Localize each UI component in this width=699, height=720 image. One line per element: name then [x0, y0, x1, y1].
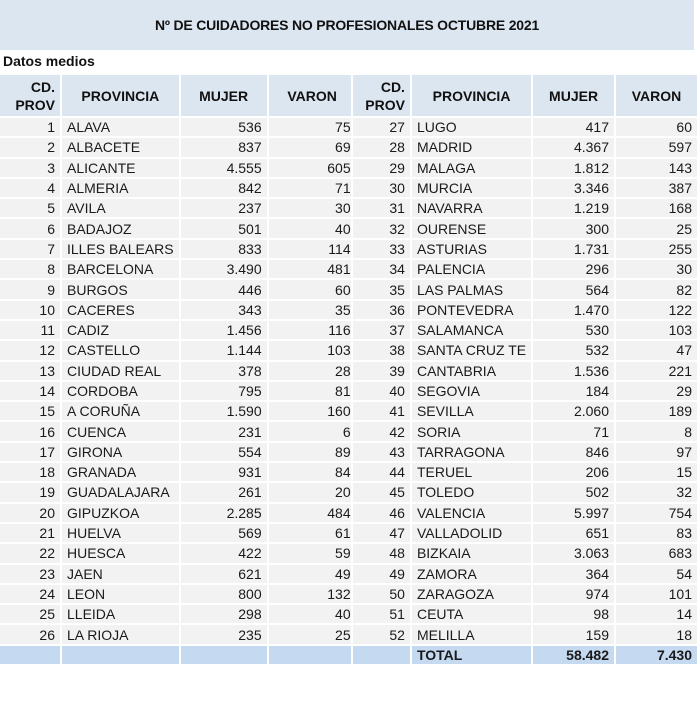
- cell-empty: [268, 645, 357, 665]
- table-row: [0, 117, 357, 137]
- header-cd-prov: CD. PROV: [0, 74, 61, 117]
- cell-cd: 35: [352, 279, 411, 299]
- cell-cd: 29: [352, 158, 411, 178]
- cell-cd: 33: [352, 239, 411, 259]
- cell-cd: 38: [352, 340, 411, 360]
- cell-provincia: CADIZ: [61, 320, 180, 340]
- cell-varon: 103: [615, 320, 698, 340]
- cell-provincia: NAVARRA: [411, 198, 532, 218]
- table-row: [352, 482, 698, 502]
- table-row: [0, 564, 357, 584]
- cell-varon: 221: [615, 361, 698, 381]
- table-row: [0, 462, 357, 482]
- header-provincia: PROVINCIA: [61, 74, 180, 117]
- cell-cd: 46: [352, 503, 411, 523]
- table-row: [0, 178, 357, 198]
- cell-varon: 84: [268, 462, 357, 482]
- cell-mujer: 184: [532, 381, 615, 401]
- cell-cd: 19: [0, 482, 61, 502]
- cell-cd: 20: [0, 503, 61, 523]
- table-row: [352, 158, 698, 178]
- cell-mujer: 530: [532, 320, 615, 340]
- cell-provincia: BIZKAIA: [411, 543, 532, 563]
- cell-provincia: BADAJOZ: [61, 218, 180, 238]
- cell-varon: 6: [268, 421, 357, 441]
- cell-varon: 40: [268, 604, 357, 624]
- cell-mujer: 1.590: [180, 401, 268, 421]
- cell-varon: 60: [615, 117, 698, 137]
- cell-mujer: 795: [180, 381, 268, 401]
- cell-cd: 12: [0, 340, 61, 360]
- header-cd-prov: CD. PROV: [352, 74, 411, 117]
- cell-varon: 160: [268, 401, 357, 421]
- cell-cd: 9: [0, 279, 61, 299]
- cell-varon: 25: [615, 218, 698, 238]
- cell-provincia: CIUDAD REAL: [61, 361, 180, 381]
- cell-provincia: OURENSE: [411, 218, 532, 238]
- cell-mujer: 842: [180, 178, 268, 198]
- cell-cd: 11: [0, 320, 61, 340]
- cell-cd: 44: [352, 462, 411, 482]
- cell-provincia: SALAMANCA: [411, 320, 532, 340]
- cell-provincia: ILLES BALEARS: [61, 239, 180, 259]
- cell-provincia: BURGOS: [61, 279, 180, 299]
- table-left: [0, 73, 358, 666]
- cell-varon: 683: [615, 543, 698, 563]
- table-row: [352, 421, 698, 441]
- cell-empty: [61, 645, 180, 665]
- cell-mujer: 261: [180, 482, 268, 502]
- cell-mujer: 3.063: [532, 543, 615, 563]
- cell-provincia: AVILA: [61, 198, 180, 218]
- table-row: [0, 239, 357, 259]
- cell-mujer: 422: [180, 543, 268, 563]
- cell-cd: 27: [352, 117, 411, 137]
- cell-cd: 22: [0, 543, 61, 563]
- cell-provincia: HUELVA: [61, 523, 180, 543]
- cell-provincia: SEVILLA: [411, 401, 532, 421]
- cell-mujer: 2.285: [180, 503, 268, 523]
- cell-provincia: SORIA: [411, 421, 532, 441]
- cell-cd: 2: [0, 137, 61, 157]
- cell-provincia: LLEIDA: [61, 604, 180, 624]
- cell-mujer: 651: [532, 523, 615, 543]
- cell-varon: 484: [268, 503, 357, 523]
- cell-cd: 34: [352, 259, 411, 279]
- cell-varon: 89: [268, 442, 357, 462]
- cell-provincia: ZARAGOZA: [411, 584, 532, 604]
- total-row: [0, 645, 357, 665]
- table-row: [0, 503, 357, 523]
- cell-provincia: HUESCA: [61, 543, 180, 563]
- cell-varon: 97: [615, 442, 698, 462]
- cell-varon: 30: [615, 259, 698, 279]
- cell-cd: 6: [0, 218, 61, 238]
- table-row: [352, 198, 698, 218]
- cell-mujer: 1.219: [532, 198, 615, 218]
- cell-mujer: 343: [180, 300, 268, 320]
- table-row: [352, 462, 698, 482]
- cell-cd: 42: [352, 421, 411, 441]
- table-right-body: [352, 117, 698, 665]
- cell-cd: 45: [352, 482, 411, 502]
- table-row: [0, 340, 357, 360]
- cell-mujer: 231: [180, 421, 268, 441]
- cell-varon: 28: [268, 361, 357, 381]
- cell-varon: 114: [268, 239, 357, 259]
- cell-mujer: 300: [532, 218, 615, 238]
- cell-varon: 20: [268, 482, 357, 502]
- cell-varon: 14: [615, 604, 698, 624]
- cell-provincia: GUADALAJARA: [61, 482, 180, 502]
- cell-varon: 189: [615, 401, 698, 421]
- table-row: [352, 564, 698, 584]
- cell-cd: 23: [0, 564, 61, 584]
- cell-cd: [352, 645, 411, 665]
- table-row: [0, 381, 357, 401]
- cell-mujer: 3.490: [180, 259, 268, 279]
- table-row: [352, 279, 698, 299]
- cell-mujer: 235: [180, 624, 268, 644]
- cell-cd: 28: [352, 137, 411, 157]
- cell-provincia: ALMERIA: [61, 178, 180, 198]
- cell-provincia: BARCELONA: [61, 259, 180, 279]
- cell-mujer: 1.536: [532, 361, 615, 381]
- report-title: Nº DE CUIDADORES NO PROFESIONALES OCTUBRE 2021: [0, 0, 694, 50]
- cell-mujer: 71: [532, 421, 615, 441]
- cell-varon: 168: [615, 198, 698, 218]
- cell-cd: 15: [0, 401, 61, 421]
- cell-cd: 50: [352, 584, 411, 604]
- table-row: [0, 421, 357, 441]
- cell-cd: 48: [352, 543, 411, 563]
- cell-mujer: 833: [180, 239, 268, 259]
- header-row: [0, 74, 357, 117]
- table-row: [352, 503, 698, 523]
- table-row: [0, 259, 357, 279]
- header-mujer: MUJER: [532, 74, 615, 117]
- cell-mujer: 1.470: [532, 300, 615, 320]
- cell-mujer: 1.144: [180, 340, 268, 360]
- cell-varon: 481: [268, 259, 357, 279]
- table-left-body: [0, 117, 357, 665]
- table-row: [352, 178, 698, 198]
- cell-empty: [180, 645, 268, 665]
- cell-provincia: MADRID: [411, 137, 532, 157]
- cell-varon: 35: [268, 300, 357, 320]
- table-row: [0, 624, 357, 644]
- header-varon: VARON: [615, 74, 698, 117]
- cell-mujer: 417: [532, 117, 615, 137]
- header-provincia: PROVINCIA: [411, 74, 532, 117]
- table-row: [352, 320, 698, 340]
- cell-cd: 51: [352, 604, 411, 624]
- table-row: [352, 543, 698, 563]
- cell-mujer: 1.456: [180, 320, 268, 340]
- cell-varon: 25: [268, 624, 357, 644]
- table-row: [352, 239, 698, 259]
- table-row: [0, 218, 357, 238]
- cell-cd: 8: [0, 259, 61, 279]
- cell-varon: 75: [268, 117, 357, 137]
- cell-provincia: VALLADOLID: [411, 523, 532, 543]
- cell-provincia: GIRONA: [61, 442, 180, 462]
- table-row: [352, 604, 698, 624]
- cell-cd: 32: [352, 218, 411, 238]
- cell-varon: 69: [268, 137, 357, 157]
- cell-provincia: ALAVA: [61, 117, 180, 137]
- cell-cd: 39: [352, 361, 411, 381]
- cell-mujer: 159: [532, 624, 615, 644]
- cell-mujer: 569: [180, 523, 268, 543]
- total-mujer: 58.482: [532, 645, 615, 665]
- cell-varon: 18: [615, 624, 698, 644]
- table-row: [352, 624, 698, 644]
- cell-provincia: A CORUÑA: [61, 401, 180, 421]
- cell-provincia: SANTA CRUZ TE: [411, 340, 532, 360]
- table-row: [0, 361, 357, 381]
- cell-provincia: TOLEDO: [411, 482, 532, 502]
- cell-mujer: 564: [532, 279, 615, 299]
- cell-varon: 61: [268, 523, 357, 543]
- cell-varon: 71: [268, 178, 357, 198]
- cell-provincia: LAS PALMAS: [411, 279, 532, 299]
- table-row: [352, 137, 698, 157]
- cell-cd: 31: [352, 198, 411, 218]
- cell-varon: 116: [268, 320, 357, 340]
- cell-mujer: 298: [180, 604, 268, 624]
- table-right: [351, 73, 699, 666]
- cell-varon: 54: [615, 564, 698, 584]
- cell-mujer: 501: [180, 218, 268, 238]
- cell-mujer: 237: [180, 198, 268, 218]
- cell-cd: 4: [0, 178, 61, 198]
- header-row: [352, 74, 698, 117]
- cell-varon: 40: [268, 218, 357, 238]
- table-row: [352, 381, 698, 401]
- table-row: [0, 523, 357, 543]
- cell-cd: 25: [0, 604, 61, 624]
- cell-provincia: CACERES: [61, 300, 180, 320]
- cell-provincia: CANTABRIA: [411, 361, 532, 381]
- cell-varon: 83: [615, 523, 698, 543]
- cell-empty: [0, 645, 61, 665]
- cell-mujer: 931: [180, 462, 268, 482]
- cell-varon: 143: [615, 158, 698, 178]
- table-row: [352, 117, 698, 137]
- total-row: [352, 645, 698, 665]
- cell-varon: 605: [268, 158, 357, 178]
- table-row: [352, 300, 698, 320]
- cell-provincia: MELILLA: [411, 624, 532, 644]
- cell-varon: 8: [615, 421, 698, 441]
- cell-cd: 3: [0, 158, 61, 178]
- cell-mujer: 206: [532, 462, 615, 482]
- cell-cd: 40: [352, 381, 411, 401]
- cell-varon: 101: [615, 584, 698, 604]
- cell-varon: 60: [268, 279, 357, 299]
- cell-mujer: 974: [532, 584, 615, 604]
- cell-cd: 43: [352, 442, 411, 462]
- cell-provincia: ALBACETE: [61, 137, 180, 157]
- cell-cd: 10: [0, 300, 61, 320]
- cell-varon: 132: [268, 584, 357, 604]
- cell-mujer: 837: [180, 137, 268, 157]
- table-row: [0, 604, 357, 624]
- cell-cd: 24: [0, 584, 61, 604]
- cell-varon: 47: [615, 340, 698, 360]
- total-label: TOTAL: [411, 645, 532, 665]
- cell-cd: 14: [0, 381, 61, 401]
- table-row: [0, 320, 357, 340]
- cell-mujer: 2.060: [532, 401, 615, 421]
- table-row: [0, 543, 357, 563]
- cell-mujer: 554: [180, 442, 268, 462]
- cell-provincia: CASTELLO: [61, 340, 180, 360]
- cell-mujer: 3.346: [532, 178, 615, 198]
- cell-cd: 41: [352, 401, 411, 421]
- table-row: [352, 361, 698, 381]
- cell-varon: 597: [615, 137, 698, 157]
- cell-provincia: ALICANTE: [61, 158, 180, 178]
- cell-mujer: 4.367: [532, 137, 615, 157]
- table-row: [0, 279, 357, 299]
- table-row: [0, 482, 357, 502]
- cell-cd: 13: [0, 361, 61, 381]
- cell-varon: 30: [268, 198, 357, 218]
- cell-cd: 5: [0, 198, 61, 218]
- cell-varon: 81: [268, 381, 357, 401]
- cell-provincia: ZAMORA: [411, 564, 532, 584]
- cell-varon: 32: [615, 482, 698, 502]
- cell-provincia: SEGOVIA: [411, 381, 532, 401]
- cell-mujer: 1.812: [532, 158, 615, 178]
- cell-provincia: MALAGA: [411, 158, 532, 178]
- cell-varon: 754: [615, 503, 698, 523]
- table-row: [352, 340, 698, 360]
- cell-varon: 82: [615, 279, 698, 299]
- cell-cd: 26: [0, 624, 61, 644]
- table-row: [0, 158, 357, 178]
- cell-mujer: 800: [180, 584, 268, 604]
- subtitle-datos-medios: Datos medios: [3, 53, 95, 69]
- cell-mujer: 296: [532, 259, 615, 279]
- cell-mujer: 5.997: [532, 503, 615, 523]
- cell-mujer: 846: [532, 442, 615, 462]
- cell-provincia: ASTURIAS: [411, 239, 532, 259]
- cell-provincia: LA RIOJA: [61, 624, 180, 644]
- table-row: [352, 523, 698, 543]
- table-row: [0, 442, 357, 462]
- cell-cd: 16: [0, 421, 61, 441]
- cell-cd: 7: [0, 239, 61, 259]
- cell-mujer: 378: [180, 361, 268, 381]
- cell-mujer: 364: [532, 564, 615, 584]
- cell-provincia: TARRAGONA: [411, 442, 532, 462]
- cell-provincia: JAEN: [61, 564, 180, 584]
- cell-provincia: PALENCIA: [411, 259, 532, 279]
- table-row: [0, 300, 357, 320]
- cell-varon: 49: [268, 564, 357, 584]
- cell-provincia: MURCIA: [411, 178, 532, 198]
- cell-mujer: 98: [532, 604, 615, 624]
- header-varon: VARON: [268, 74, 357, 117]
- cell-cd: 52: [352, 624, 411, 644]
- cell-provincia: LEON: [61, 584, 180, 604]
- cell-provincia: TERUEL: [411, 462, 532, 482]
- cell-varon: 387: [615, 178, 698, 198]
- cell-cd: 1: [0, 117, 61, 137]
- cell-mujer: 1.731: [532, 239, 615, 259]
- cell-varon: 122: [615, 300, 698, 320]
- cell-mujer: 4.555: [180, 158, 268, 178]
- cell-cd: 21: [0, 523, 61, 543]
- cell-mujer: 502: [532, 482, 615, 502]
- table-row: [352, 218, 698, 238]
- header-mujer: MUJER: [180, 74, 268, 117]
- table-row: [0, 137, 357, 157]
- cell-cd: 30: [352, 178, 411, 198]
- cell-cd: 37: [352, 320, 411, 340]
- cell-provincia: VALENCIA: [411, 503, 532, 523]
- cell-provincia: CEUTA: [411, 604, 532, 624]
- cell-cd: 18: [0, 462, 61, 482]
- cell-varon: 255: [615, 239, 698, 259]
- cell-provincia: CORDOBA: [61, 381, 180, 401]
- cell-mujer: 532: [532, 340, 615, 360]
- cell-varon: 15: [615, 462, 698, 482]
- cell-cd: 47: [352, 523, 411, 543]
- cell-mujer: 621: [180, 564, 268, 584]
- cell-provincia: PONTEVEDRA: [411, 300, 532, 320]
- cell-provincia: LUGO: [411, 117, 532, 137]
- table-row: [0, 198, 357, 218]
- cell-varon: 103: [268, 340, 357, 360]
- table-row: [352, 442, 698, 462]
- table-row: [352, 584, 698, 604]
- cell-provincia: CUENCA: [61, 421, 180, 441]
- cell-cd: 17: [0, 442, 61, 462]
- cell-mujer: 446: [180, 279, 268, 299]
- table-row: [352, 401, 698, 421]
- cell-provincia: GRANADA: [61, 462, 180, 482]
- cell-cd: 49: [352, 564, 411, 584]
- cell-cd: 36: [352, 300, 411, 320]
- table-row: [0, 584, 357, 604]
- table-row: [352, 259, 698, 279]
- cell-mujer: 536: [180, 117, 268, 137]
- total-varon: 7.430: [615, 645, 698, 665]
- table-row: [0, 401, 357, 421]
- cell-provincia: GIPUZKOA: [61, 503, 180, 523]
- cell-varon: 29: [615, 381, 698, 401]
- cell-varon: 59: [268, 543, 357, 563]
